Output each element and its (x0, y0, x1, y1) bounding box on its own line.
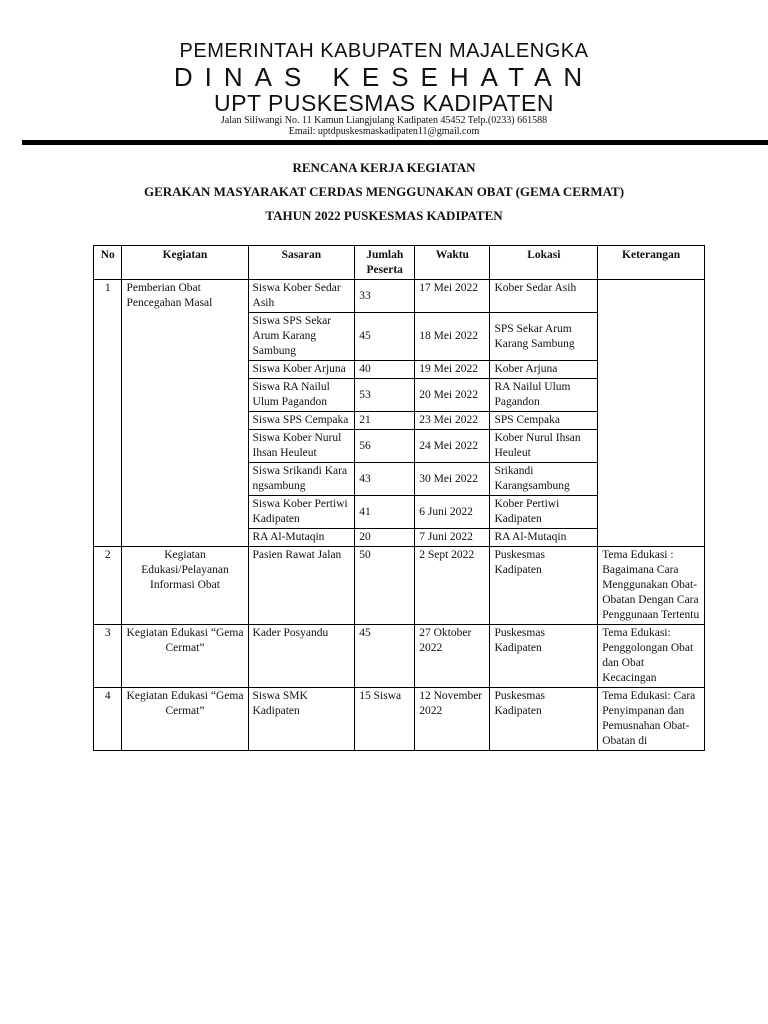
document-title: RENCANA KERJA KEGIATAN (292, 160, 476, 175)
cell-lokasi: RA Al-Mutaqin (490, 529, 598, 547)
cell-waktu: 30 Mei 2022 (415, 463, 490, 496)
cell-jumlah: 56 (355, 430, 415, 463)
cell-lokasi: Puskesmas Kadipaten (490, 688, 598, 751)
letterhead-email: Email: uptdpuskesmaskadipaten11@gmail.com (288, 126, 480, 137)
cell-jumlah: 40 (355, 361, 415, 379)
cell-waktu: 12 November 2022 (415, 688, 490, 751)
cell-sasaran: Siswa Kober Sedar Asih (248, 280, 355, 313)
cell-waktu: 20 Mei 2022 (415, 379, 490, 412)
cell-kegiatan: Pemberian Obat Pencegahan Masal (122, 280, 248, 547)
letterhead-agency: DINAS KESEHATAN (173, 62, 595, 92)
cell-jumlah: 50 (355, 547, 415, 625)
cell-jumlah: 43 (355, 463, 415, 496)
table-row (94, 280, 705, 313)
cell-waktu: 7 Juni 2022 (415, 529, 490, 547)
cell-lokasi: Srikandi Karangsambung (490, 463, 598, 496)
cell-waktu: 23 Mei 2022 (415, 412, 490, 430)
table-row (94, 547, 705, 625)
cell-sasaran: Kader Posyandu (248, 625, 355, 688)
cell-lokasi: Kober Nurul Ihsan Heuleut (490, 430, 598, 463)
table-row (94, 688, 705, 751)
cell-waktu: 18 Mei 2022 (415, 313, 490, 361)
document-year-title: TAHUN 2022 PUSKESMAS KADIPATEN (265, 208, 503, 223)
cell-waktu: 24 Mei 2022 (415, 430, 490, 463)
cell-keterangan: Tema Edukasi: Cara Penyimpanan dan Pemusnahan Obat-Obatan di (598, 688, 705, 751)
cell-keterangan (598, 280, 705, 547)
cell-no: 2 (94, 547, 122, 625)
header-no: No (94, 246, 122, 280)
activity-plan-table (93, 245, 705, 751)
cell-waktu: 2 Sept 2022 (415, 547, 490, 625)
cell-jumlah: 33 (355, 280, 415, 313)
cell-sasaran: Siswa SPS Cempaka (248, 412, 355, 430)
cell-waktu: 6 Juni 2022 (415, 496, 490, 529)
cell-jumlah: 53 (355, 379, 415, 412)
cell-lokasi: Puskesmas Kadipaten (490, 547, 598, 625)
table-header-row (94, 246, 705, 280)
cell-lokasi: Puskesmas Kadipaten (490, 625, 598, 688)
letterhead-address: Jalan Siliwangi No. 11 Kamun Liangjulang Kadipaten 45452 Telp.(0233) 661588 (220, 115, 548, 126)
cell-lokasi: Kober Pertiwi Kadipaten (490, 496, 598, 529)
cell-sasaran: Siswa SMK Kadipaten (248, 688, 355, 751)
cell-no: 4 (94, 688, 122, 751)
cell-jumlah: 45 (355, 625, 415, 688)
cell-lokasi: SPS Cempaka (490, 412, 598, 430)
cell-sasaran: Siswa Srikandi Karangsambung (248, 463, 355, 496)
cell-kegiatan: Kegiatan Edukasi/Pelayanan Informasi Obat (122, 547, 248, 625)
cell-jumlah: 15 Siswa (355, 688, 415, 751)
cell-sasaran: Pasien Rawat Jalan (248, 547, 355, 625)
cell-waktu: 19 Mei 2022 (415, 361, 490, 379)
cell-waktu: 27 Oktober 2022 (415, 625, 490, 688)
cell-lokasi: RA Nailul Ulum Pagandon (490, 379, 598, 412)
header-lokasi: Lokasi (490, 246, 598, 280)
cell-sasaran: RA Al-Mutaqin (248, 529, 355, 547)
letterhead-unit: UPT PUSKESMAS KADIPATEN (214, 90, 554, 116)
cell-lokasi: SPS Sekar Arum Karang Sambung (490, 313, 598, 361)
header-keterangan: Keterangan (598, 246, 705, 280)
header-jumlah: Jumlah Peserta (355, 246, 415, 280)
header-kegiatan: Kegiatan (122, 246, 248, 280)
letterhead-government: PEMERINTAH KABUPATEN MAJALENGKA (179, 40, 589, 62)
cell-lokasi: Kober Arjuna (490, 361, 598, 379)
letterhead-divider (22, 140, 768, 145)
header-sasaran: Sasaran (248, 246, 355, 280)
cell-no: 1 (94, 280, 122, 547)
cell-sasaran: Siswa SPS Sekar Arum Karang Sambung (248, 313, 355, 361)
cell-sasaran: Siswa Kober Arjuna (248, 361, 355, 379)
cell-jumlah: 45 (355, 313, 415, 361)
cell-kegiatan: Kegiatan Edukasi “Gema Cermat” (122, 688, 248, 751)
cell-jumlah: 41 (355, 496, 415, 529)
cell-jumlah: 21 (355, 412, 415, 430)
cell-sasaran: Siswa RA Nailul Ulum Pagandon (248, 379, 355, 412)
document-subtitle: GERAKAN MASYARAKAT CERDAS MENGGUNAKAN OBAT (GEMA CERMAT) (143, 184, 625, 199)
header-waktu: Waktu (415, 246, 490, 280)
cell-keterangan: Tema Edukasi : Bagaimana Cara Menggunakan Obat-Obatan Dengan Cara Penggunaan Tertentu (598, 547, 705, 625)
cell-sasaran: Siswa Kober Pertiwi Kadipaten (248, 496, 355, 529)
cell-waktu: 17 Mei 2022 (415, 280, 490, 313)
cell-lokasi: Kober Sedar Asih (490, 280, 598, 313)
cell-jumlah: 20 (355, 529, 415, 547)
table-row (94, 625, 705, 688)
cell-keterangan: Tema Edukasi: Penggolongan Obat dan Obat Kecacingan (598, 625, 705, 688)
cell-no: 3 (94, 625, 122, 688)
cell-kegiatan: Kegiatan Edukasi “Gema Cermat” (122, 625, 248, 688)
cell-sasaran: Siswa Kober Nurul Ihsan Heuleut (248, 430, 355, 463)
